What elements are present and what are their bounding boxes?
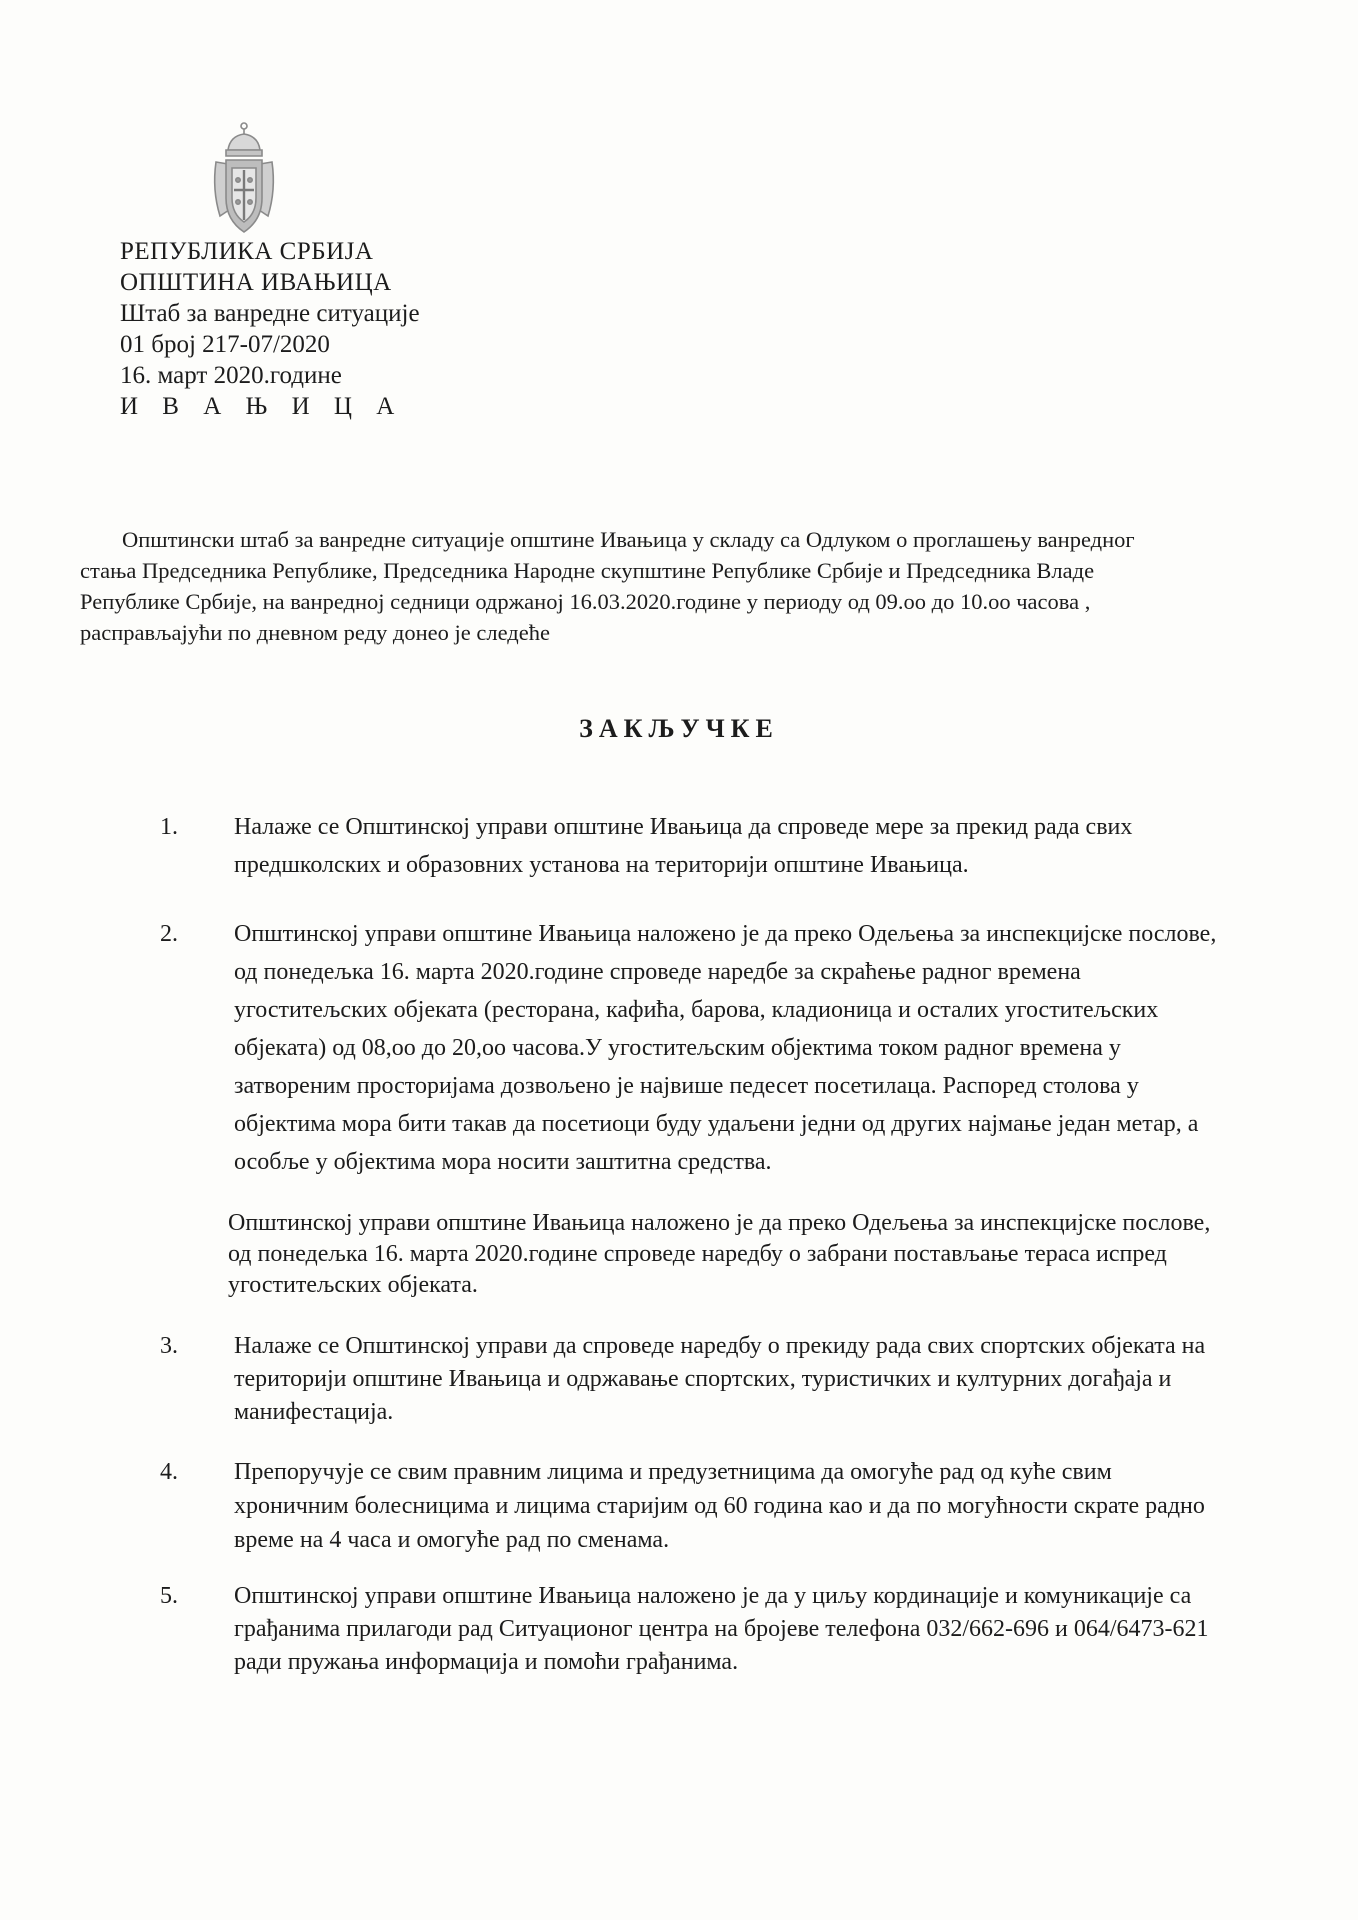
- country-name: РЕПУБЛИКА СРБИЈА: [120, 238, 374, 265]
- intro-text: Општински штаб за ванредне ситуације општине Ивањица у складу са Одлуком о проглашењу ванредног стања Председника Републике, Председника Народне скупштине Републике Србије и Председника Владе Републике Србије, на ванредној седници одржаној 16.03.2020.године у периоду од 09.оо до 10.оо часова , расправљајући по дневном реду донео је следеће: [80, 527, 1135, 645]
- conclusion-text: Општинској управи општине Ивањица наложено је да у циљу кординације и комуникације са грађанима прилагоди рад Ситуационог центра на бројеве телефона 032/662-696 и 064/6473-621 ради пружања информација и помоћи грађанима.: [234, 1583, 1209, 1675]
- conclusion-text: Налаже се Општинској управи да спроведе наредбу о прекиду рада свих спортских објеката на територији општине Ивањица и одржавање спортских, туристичких и културних догађаја и манифестација.: [234, 1333, 1206, 1425]
- authority-name: Штаб за ванредне ситуације: [120, 300, 420, 327]
- document-header: [120, 236, 420, 422]
- conclusion-text: Препоручује се свим правним лицима и предузетницима да омогуће рад од куће свим хроничним болесницима и лицима старијим од 60 година као и да по могућности скрате радно време на 4 часа и омогуће рад по сменама.: [234, 1459, 1205, 1553]
- conclusion-text: Налаже се Општинској управи општине Ивањица да спроведе мере за прекид рада свих предшколских и образовних установа на територији општине Ивањица.: [234, 814, 1133, 878]
- conclusion-text: Општинској управи општине Ивањица наложено је да преко Одељења за инспекцијске послове, од понедељка 16. марта 2020.године спроведе наредбе за скраћење радног времена угоститељских објеката (ресторана, кафића, барова, кладионица и осталих угоститељских објеката) од 08,оо до 20,оо часова.У угоститељским објектима током радног времена у затвореним просторијама дозвољено је највише педесет посетилаца. Распоред столова у објектима мора бити такав да посетиоци буду удаљени једни од других најмање један метар, а особље у објектима мора носити заштитна средства.: [234, 921, 1217, 1175]
- document-number: 01 број 217-07/2020: [120, 331, 330, 358]
- conclusion-number: 1.: [160, 814, 178, 840]
- conclusion-number: 4.: [160, 1459, 178, 1485]
- coat-of-arms-icon: [210, 120, 278, 238]
- conclusion-number: 3.: [160, 1333, 178, 1359]
- document-title: ЗАКЉУЧКЕ: [579, 714, 779, 743]
- document-date: 16. март 2020.године: [120, 362, 342, 389]
- conclusion-subtext: Општинској управи општине Ивањица наложено је да преко Одељења за инспекцијске послове, од понедељка 16. марта 2020.године спроведе наредбу о забрани постављање тераса испред угоститељских објеката.: [228, 1210, 1211, 1298]
- document-place: И В А Њ И Ц А: [120, 393, 404, 420]
- intro-paragraph: [80, 524, 1192, 648]
- conclusion-subparagraph: [228, 1208, 1228, 1301]
- conclusion-number: 2.: [160, 921, 178, 947]
- municipality-name: ОПШТИНА ИВАЊИЦА: [120, 269, 392, 296]
- conclusion-number: 5.: [160, 1583, 178, 1609]
